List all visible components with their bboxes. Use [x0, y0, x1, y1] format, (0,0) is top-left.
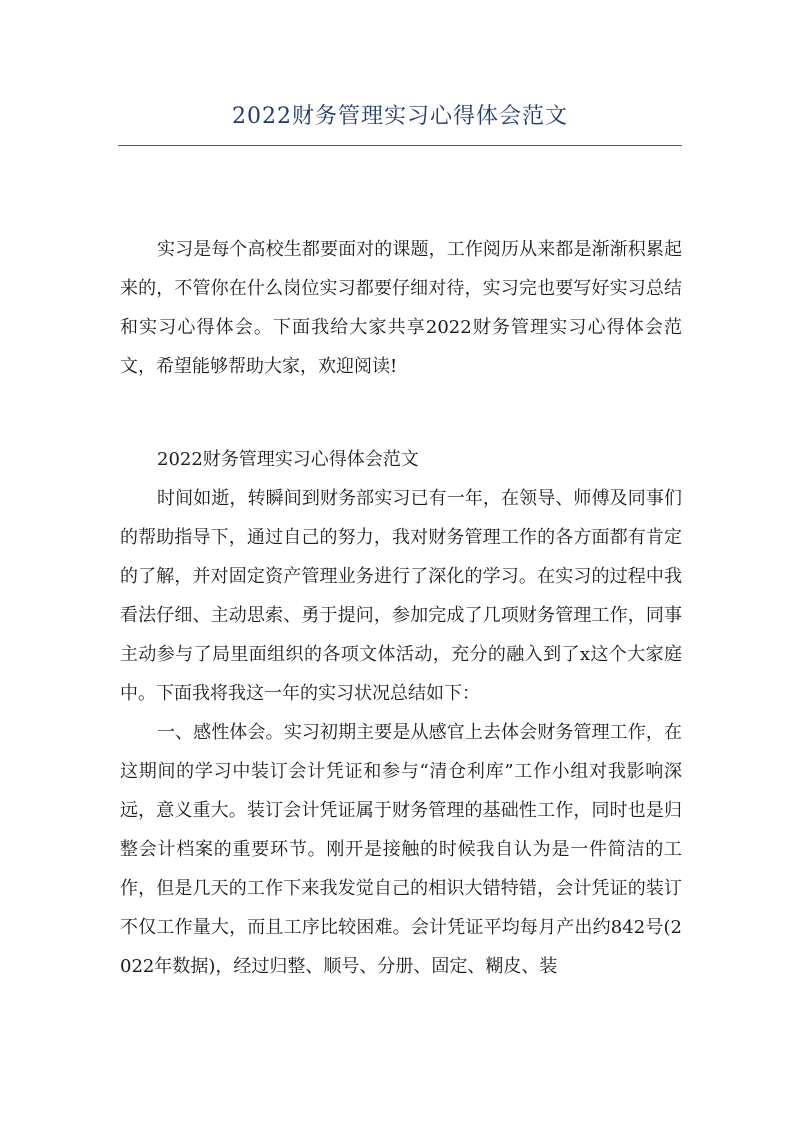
intro-paragraph: 实习是每个高校生都要面对的课题，工作阅历从来都是渐渐积累起来的，不管你在什么岗位实习都要仔细对待，实习完也要写好实习总结和实习心得体会。下面我给大家共享2022财务管理实习心得体会范文，希望能够帮助大家，欢迎阅读! — [120, 239, 682, 377]
title-divider — [118, 145, 682, 146]
document-title: 2022财务管理实习心得体会范文 — [232, 104, 568, 129]
intro-section — [120, 230, 682, 386]
body-paragraph-2: 一、感性体会。实习初期主要是从感官上去体会财务管理工作，在这期间的学习中装订会计凭证和参与“清仓利库”工作小组对我影响深远，意义重大。装订会计凭证属于财务管理的基础性工作，同时也是归整会计档案的重要环节。刚开是接触的时候我自认为是一件简洁的工作，但是几天的工作下来我发觉自己的相识大错特错，会计凭证的装订不仅工作量大，而且工序比较困难。会计凭证平均每月产出约842号(2022年数据)，经过归整、顺号、分册、固定、糊皮、装 — [120, 722, 682, 977]
body-paragraph-1: 时间如逝，转瞬间到财务部实习已有一年，在领导、师傅及同事们的帮助指导下，通过自己的努力，我对财务管理工作的各方面都有肯定的了解，并对固定资产管理业务进行了深化的学习。在实习的过程中我看法仔细、主动思索、勇于提问，参加完成了几项财务管理工作，同事主动参与了局里面组织的各项文体活动，充分的融入到了x这个大家庭中。下面我将我这一年的实习状况总结如下： — [120, 488, 682, 704]
article-body — [120, 440, 682, 986]
article-subheading: 2022财务管理实习心得体会范文 — [157, 449, 419, 470]
